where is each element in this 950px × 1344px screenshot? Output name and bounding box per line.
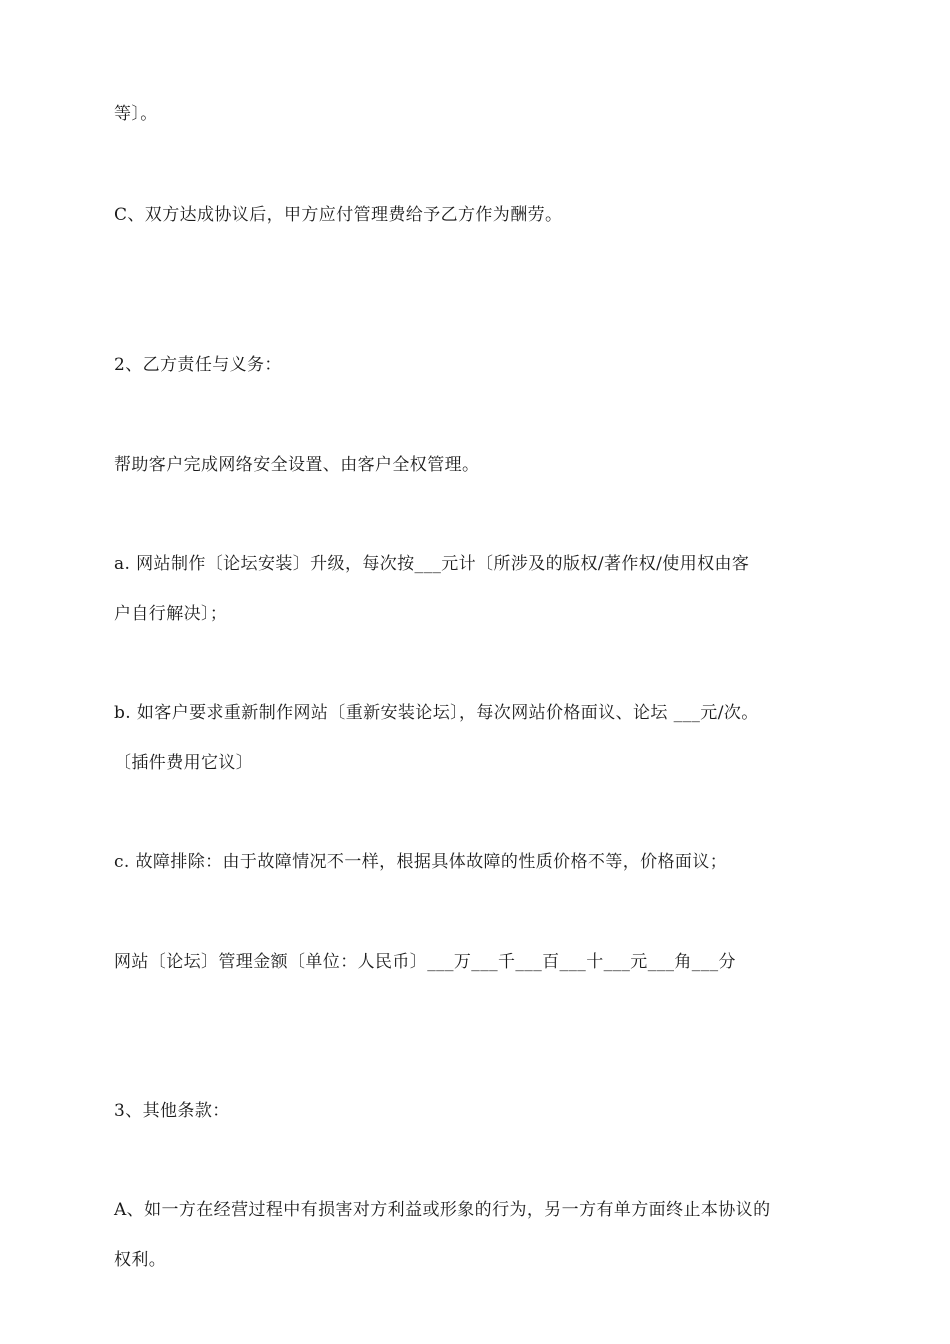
service-description: 帮助客户完成网络安全设置、由客户全权管理。: [114, 455, 480, 475]
section-heading-2: 2、乙方责任与义务：: [114, 355, 282, 375]
clause-c-payment: C、双方达成协议后，甲方应付管理费给予乙方作为酬劳。: [114, 205, 563, 225]
clause-b-line-2: 〔插件费用它议〕: [114, 753, 254, 773]
clause-c-troubleshooting: c. 故障排除：由于故障情况不一样，根据具体故障的性质价格不等，价格面议；: [114, 852, 728, 872]
section-heading-3: 3、其他条款：: [114, 1101, 230, 1121]
text-line-1: 等〕。: [114, 104, 158, 124]
clause-a-line-2: 户自行解决〕；: [114, 604, 228, 624]
clause-a-termination-line-2: 权利。: [114, 1250, 167, 1270]
clause-a-termination-line-1: A、如一方在经营过程中有损害对方利益或形象的行为，另一方有单方面终止本协议的: [114, 1200, 771, 1220]
clause-a-line-1: a. 网站制作〔论坛安装〕升级，每次按___元计〔所涉及的版权/著作权/使用权由客: [114, 554, 750, 574]
clause-b-line-1: b. 如客户要求重新制作网站〔重新安装论坛〕，每次网站价格面议、论坛 ___元/次。: [114, 703, 759, 723]
management-amount: 网站〔论坛〕管理金额〔单位：人民币〕___万___千___百___十___元___角___分: [114, 952, 736, 972]
